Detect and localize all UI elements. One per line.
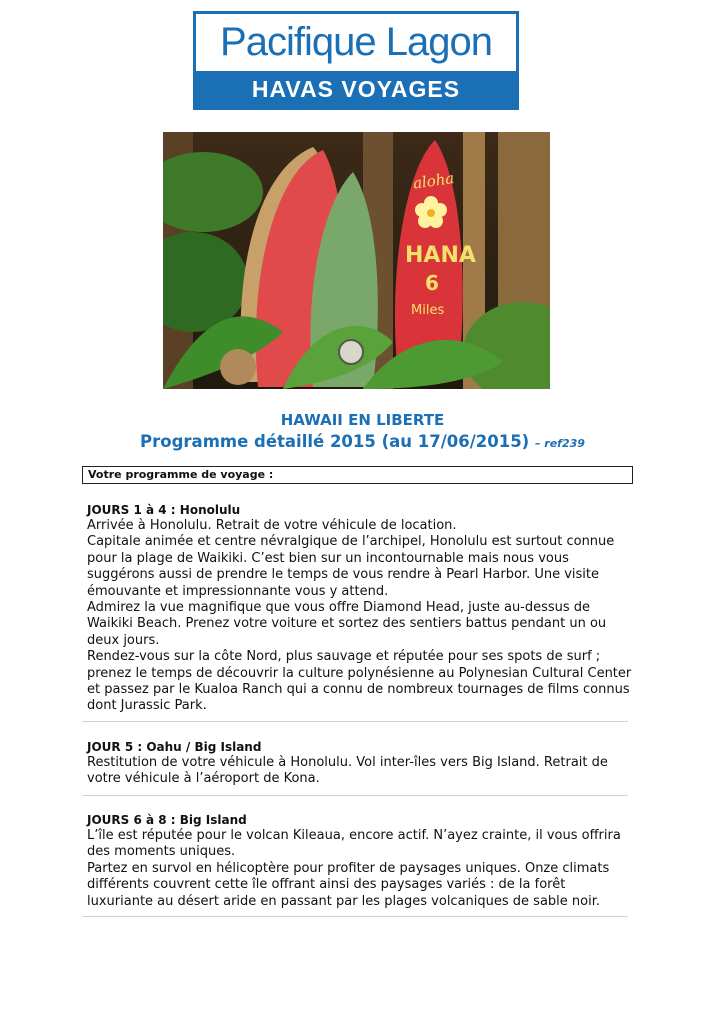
board-text-aloha: aloha	[411, 168, 456, 193]
day-paragraph: Capitale animée et centre névralgique de l’archipel, Honolulu est surtout connue pour la plage de Waikiki. C’est bien sur un incontournable mais nous vous suggérons aussi de prendre le temps de vous rendre à Pearl Harbor. Une visite émouvante et impressionnante vous y attend.	[87, 534, 615, 599]
day-paragraph: Restitution de votre véhicule à Honolulu. Vol inter-îles vers Big Island. Retrait de votre véhicule à l’aéroport de Kona.	[87, 755, 608, 787]
hawaii-surfboards-photo	[163, 132, 550, 389]
program-subtitle	[0, 430, 725, 456]
day-section-3	[87, 812, 632, 910]
board-text-hana: HANA	[405, 243, 476, 268]
day-section-1	[87, 502, 632, 715]
day-paragraph: Arrivée à Honolulu. Retrait de votre véhicule de location.	[87, 518, 457, 533]
section-divider	[82, 795, 628, 796]
logo-subtitle: HAVAS VOYAGES	[196, 71, 516, 107]
day-paragraph: L’île est réputée pour le volcan Kileaua, encore actif. N’ayez crainte, il vous offrira des moments uniques.	[87, 828, 621, 860]
day-heading: JOUR 5 : Oahu / Big Island	[87, 740, 262, 754]
board-text-miles: Miles	[411, 303, 445, 318]
trip-title: HAWAII EN LIBERTE	[280, 411, 445, 429]
board-text-six: 6	[425, 271, 439, 295]
program-label-box: Votre programme de voyage :	[82, 466, 633, 484]
logo-title: Pacifique Lagon	[220, 20, 492, 64]
section-divider	[82, 721, 628, 722]
photo-illustration	[163, 132, 550, 389]
program-subtitle-text: Programme détaillé 2015 (au 17/06/2015)	[140, 432, 530, 451]
document-title-block	[0, 410, 725, 456]
day-heading: JOURS 6 à 8 : Big Island	[87, 813, 247, 827]
reference-code: – ref239	[534, 437, 585, 450]
brand-logo	[193, 11, 519, 110]
day-paragraph: Partez en survol en hélicoptère pour profiter de paysages uniques. Onze climats différents couvrent cette île offrant ainsi des paysages variés : de la forêt luxuriante au désert aride en passant par les plages volcaniques de sable noir.	[87, 860, 610, 909]
day-section-2	[87, 739, 632, 788]
day-heading: JOURS 1 à 4 : Honolulu	[87, 503, 241, 517]
day-paragraph: Admirez la vue magnifique que vous offre Diamond Head, juste au-dessus de Waikiki Beach. Prenez votre voiture et sortez des sentiers battus pendant un ou deux jours.	[87, 600, 607, 648]
day-paragraph: Rendez-vous sur la côte Nord, plus sauvage et réputée pour ses spots de surf ; prenez le temps de découvrir la culture polynésienne au Polynesian Cultural Center et passez par le Kualoa Ranch qui a connu de nombreux tournages de films connus dont Jurassic Park.	[87, 649, 632, 714]
section-divider	[82, 916, 628, 917]
